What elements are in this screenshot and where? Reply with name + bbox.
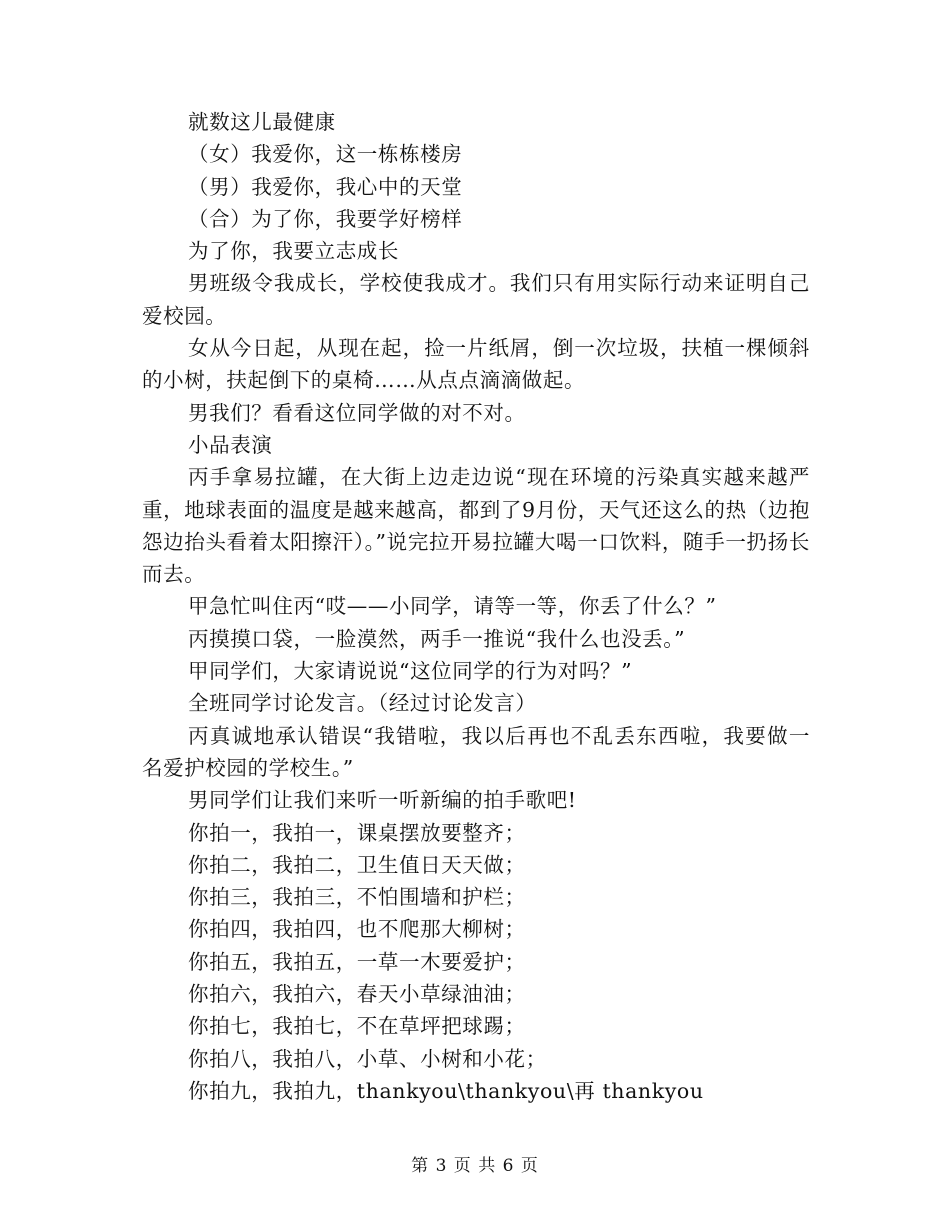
paragraph: 你拍一，我拍一，课桌摆放要整齐； [188,820,526,845]
paragraph: 男班级令我成长，学校使我成才。我们只有用实际行动来证明自己爱校园。 [142,271,810,328]
paragraph: 小品表演 [188,432,273,457]
paragraph: （合）为了你，我要学好榜样 [188,206,463,231]
page-number-footer: 第 3 页 共 6 页 [411,1156,539,1176]
paragraph: 你拍二，我拍二，卫生值日天天做； [188,852,526,877]
paragraph: （女）我爱你，这一栋栋楼房 [188,142,463,167]
paragraph: 为了你，我要立志成长 [188,239,399,264]
paragraph: 丙摸摸口袋，一脸漠然，两手一推说“我什么也没丢。” [188,626,686,651]
paragraph: 你拍九，我拍九，thankyou\thankyou\再 thankyou [188,1078,704,1103]
paragraph: 你拍八，我拍八，小草、小树和小花； [188,1046,547,1071]
paragraph: 全班同学讨论发言。（经过讨论发言） [188,691,537,716]
paragraph: 你拍四，我拍四，也不爬那大柳树； [188,917,526,942]
paragraph: 你拍三，我拍三，不怕围墙和护栏； [188,885,526,910]
paragraph: 丙真诚地承认错误“我错啦，我以后再也不乱丢东西啦，我要做一名爱护校园的学校生。” [142,723,810,780]
paragraph: 甲同学们，大家请说说“这位同学的行为对吗？” [188,659,633,684]
paragraph: 就数这儿最健康 [188,110,336,134]
paragraph: 男同学们让我们来听一听新编的拍手歌吧! [188,788,577,813]
paragraph: 男我们？看看这位同学做的对不对。 [188,400,526,425]
paragraph: 甲急忙叫住丙“哎——小同学，请等一等，你丢了什么？” [188,594,717,619]
paragraph: 你拍六，我拍六，春天小草绿油油； [188,982,526,1007]
paragraph: 你拍七，我拍七，不在草坪把球踢； [188,1014,526,1039]
paragraph: 你拍五，我拍五，一草一木要爱护； [188,949,526,974]
paragraph: （男）我爱你，我心中的天堂 [188,174,463,199]
document-body [142,106,810,1107]
paragraph: 丙手拿易拉罐，在大街上边走边说“现在环境的污染真实越来越严重，地球表面的温度是越来越高，都到了9月份，天气还这么的热（边抱怨边抬头看着太阳擦汗）。”说完拉开易拉罐大喝一口饮料，随手一扔扬长而去。 [142,465,810,587]
paragraph: 女从今日起，从现在起，捡一片纸屑，倒一次垃圾，扶植一棵倾斜的小树，扶起倒下的桌椅……从点点滴滴做起。 [142,336,810,393]
